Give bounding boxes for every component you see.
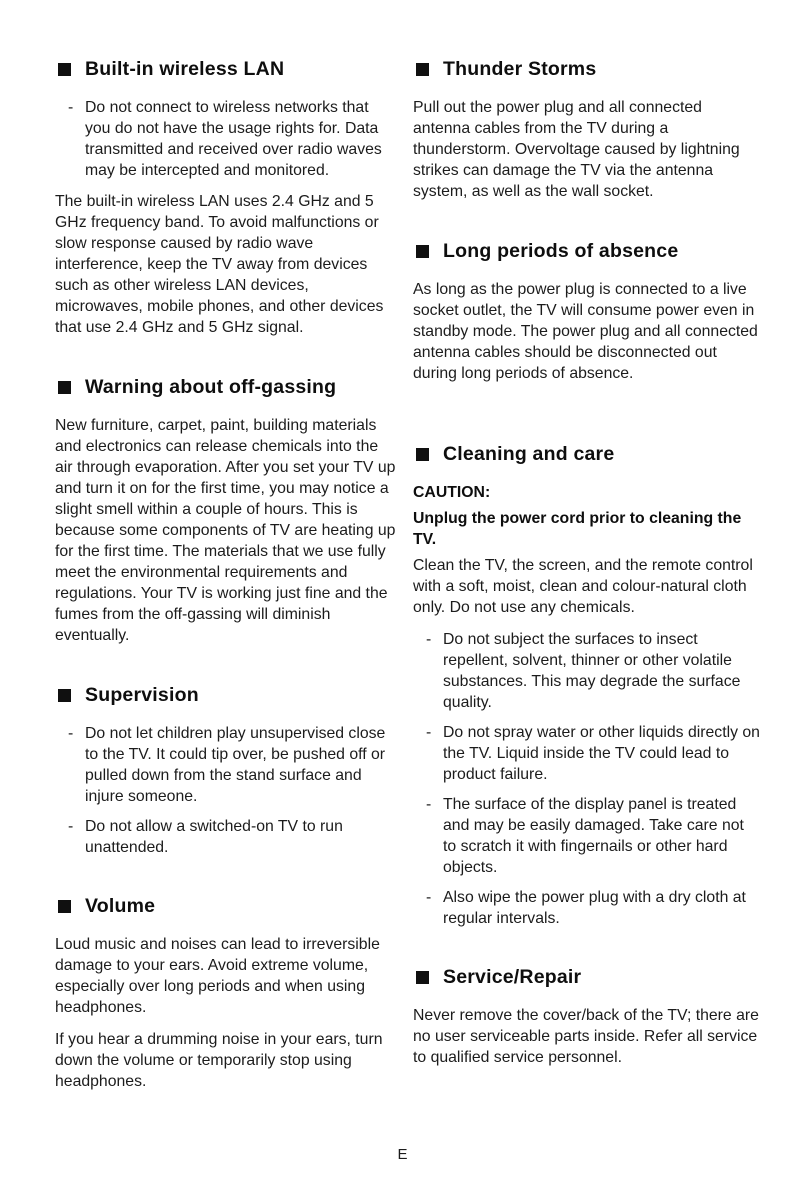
paragraph: Pull out the power plug and all connected antenna cables from the TV during a thunderstorm. Overvoltage caused by lightning strikes can damage the TV via the antenna system, as well as the wall socket. bbox=[413, 99, 740, 200]
paragraph: New furniture, carpet, paint, building materials and electronics can release chemicals into the air through evaporation. After you set your TV up and turn it on for the first time, you may notice a slight smell within a couple of hours. This is because some components of TV are heating up for the first time. The materials that we use fully meet the environmental requirements and regulations. Your TV is working just fine and the fumes from the off-gassing will diminish eventually. bbox=[55, 417, 396, 644]
list-item bbox=[55, 816, 397, 858]
list-item-text: Do not subject the surfaces to insect repellent, solvent, thinner or other volatile substances. This may degrade the surface quality. bbox=[443, 631, 741, 711]
section-heading bbox=[413, 966, 761, 989]
section-heading bbox=[413, 58, 761, 81]
list-item-text: Do not let children play unsupervised close to the TV. It could tip over, be pushed off or pulled down from the stand surface and injure someone. bbox=[85, 725, 386, 805]
section-thunder-storms bbox=[413, 58, 761, 213]
section-heading bbox=[55, 684, 397, 707]
dash-marker: - bbox=[426, 889, 432, 906]
square-bullet-icon bbox=[58, 381, 71, 394]
list-item bbox=[413, 629, 761, 713]
caution-text: Unplug the power cord prior to cleaning the TV. bbox=[413, 510, 742, 548]
section-heading-text: Warning about off-gassing bbox=[85, 376, 337, 398]
dash-list bbox=[413, 629, 761, 929]
section-heading bbox=[55, 895, 397, 918]
section-supervision bbox=[55, 657, 397, 868]
section-long-periods-of-absence bbox=[413, 213, 761, 395]
list-item bbox=[413, 887, 761, 929]
dash-marker: - bbox=[426, 724, 432, 741]
section-warning-about-off-gassing bbox=[55, 349, 397, 657]
paragraph: Never remove the cover/back of the TV; there are no user serviceable parts inside. Refer all service to qualified service personnel. bbox=[413, 1007, 759, 1066]
dash-marker: - bbox=[68, 818, 74, 835]
square-bullet-icon bbox=[416, 971, 429, 984]
square-bullet-icon bbox=[58, 689, 71, 702]
section-cleaning-and-care bbox=[413, 395, 761, 939]
square-bullet-icon bbox=[416, 448, 429, 461]
section-heading-text: Built-in wireless LAN bbox=[85, 58, 285, 80]
dash-list bbox=[55, 97, 397, 181]
dash-marker: - bbox=[426, 796, 432, 813]
list-item bbox=[413, 722, 761, 785]
paragraph: If you hear a drumming noise in your ears, turn down the volume or temporarily stop using headphones. bbox=[55, 1031, 383, 1090]
section-heading bbox=[55, 58, 397, 81]
caution-label: CAUTION: bbox=[413, 484, 491, 501]
section-heading-text: Thunder Storms bbox=[443, 58, 597, 80]
dash-marker: - bbox=[426, 631, 432, 648]
section-heading-text: Service/Repair bbox=[443, 966, 582, 988]
paragraph: Loud music and noises can lead to irreversible damage to your ears. Avoid extreme volume, especially over long periods and when using headphones. bbox=[55, 936, 380, 1016]
square-bullet-icon bbox=[58, 63, 71, 76]
list-item-text: The surface of the display panel is treated and may be easily damaged. Take care not to scratch it with fingernails or other hard objects. bbox=[443, 796, 744, 876]
list-item bbox=[413, 794, 761, 878]
list-item-text: Do not allow a switched-on TV to run unattended. bbox=[85, 818, 343, 856]
list-item-text: Also wipe the power plug with a dry cloth at regular intervals. bbox=[443, 889, 746, 927]
list-item-text: Do not connect to wireless networks that you do not have the usage rights for. Data transmitted and received over radio waves may be intercepted and monitored. bbox=[85, 99, 382, 179]
dash-list bbox=[55, 723, 397, 858]
section-heading-text: Supervision bbox=[85, 684, 199, 706]
list-item bbox=[55, 723, 397, 807]
section-heading-text: Volume bbox=[85, 895, 156, 917]
section-heading-text: Cleaning and care bbox=[443, 443, 615, 465]
list-item bbox=[55, 97, 397, 181]
list-item-text: Do not spray water or other liquids directly on the TV. Liquid inside the TV could lead to product failure. bbox=[443, 724, 760, 783]
section-heading-text: Long periods of absence bbox=[443, 240, 679, 262]
section-built-in-wireless-lan bbox=[55, 58, 397, 349]
paragraph: As long as the power plug is connected to a live socket outlet, the TV will consume power even in standby mode. The power plug and all connected antenna cables should be disconnected out during long periods of absence. bbox=[413, 281, 758, 382]
dash-marker: - bbox=[68, 99, 74, 116]
square-bullet-icon bbox=[416, 245, 429, 258]
page-number: E bbox=[397, 1146, 408, 1163]
paragraph: Clean the TV, the screen, and the remote control with a soft, moist, clean and colour-natural cloth only. Do not use any chemicals. bbox=[413, 557, 753, 616]
section-service-repair bbox=[413, 939, 761, 1079]
left-column bbox=[55, 58, 397, 1151]
dash-marker: - bbox=[68, 725, 74, 742]
section-heading bbox=[55, 376, 397, 399]
right-column bbox=[413, 58, 761, 1151]
section-heading bbox=[413, 240, 761, 263]
paragraph: The built-in wireless LAN uses 2.4 GHz and 5 GHz frequency band. To avoid malfunctions or slow response caused by radio wave interference, keep the TV away from devices such as other wireless LAN devices, microwaves, mobile phones, and other devices that use 2.4 GHz and 5 GHz signal. bbox=[55, 193, 384, 336]
section-volume bbox=[55, 868, 397, 1103]
section-heading bbox=[413, 443, 761, 466]
square-bullet-icon bbox=[58, 900, 71, 913]
square-bullet-icon bbox=[416, 63, 429, 76]
